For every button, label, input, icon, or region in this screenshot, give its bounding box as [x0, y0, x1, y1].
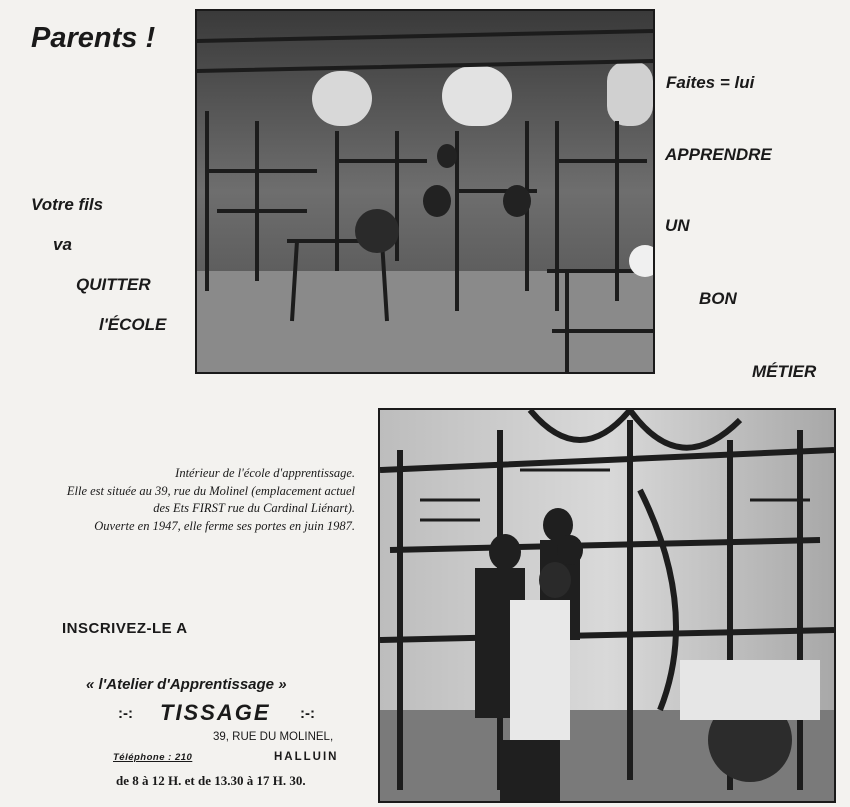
caption-line: Intérieur de l'école d'apprentissage.: [175, 466, 355, 480]
ad-hours: de 8 à 12 H. et de 13.30 à 17 H. 30.: [116, 773, 306, 788]
ad-atelier-name: « l'Atelier d'Apprentissage »: [86, 676, 287, 693]
loom-photo: [378, 408, 836, 803]
caption-line: Elle est située au 39, rue du Molinel (emplacement actuel: [66, 483, 355, 498]
headline-parents: Parents !: [31, 22, 156, 54]
ad-tissage-right-mark: :-:: [300, 705, 315, 722]
caption-line: des Ets FIRST rue du Cardinal Liénart).: [153, 501, 355, 515]
ad-inscrivez: INSCRIVEZ-LE A: [62, 620, 188, 637]
left-word-quitter: QUITTER: [76, 275, 151, 294]
right-word-metier: MÉTIER: [752, 362, 817, 381]
workshop-photo: [195, 9, 655, 374]
left-word-ecole: l'ÉCOLE: [99, 315, 167, 334]
right-word-bon: BON: [699, 289, 737, 308]
right-word-apprendre: APPRENDRE: [665, 145, 772, 164]
left-word-va: va: [53, 235, 72, 254]
left-word-votre-fils: Votre fils: [31, 195, 104, 214]
ad-address: 39, RUE DU MOLINEL,: [213, 731, 334, 743]
caption-line: Ouverte en 1947, elle ferme ses portes en juin 1987.: [94, 518, 355, 533]
ad-tissage: TISSAGE: [160, 700, 271, 725]
ad-tissage-left-mark: :-:: [118, 705, 133, 722]
photo-caption: [10, 465, 355, 535]
right-word-faites-lui: Faites = lui: [666, 73, 755, 92]
ad-city: HALLUIN: [274, 751, 339, 763]
ad-telephone: Téléphone : 210: [113, 752, 193, 763]
right-word-un: UN: [665, 216, 690, 235]
